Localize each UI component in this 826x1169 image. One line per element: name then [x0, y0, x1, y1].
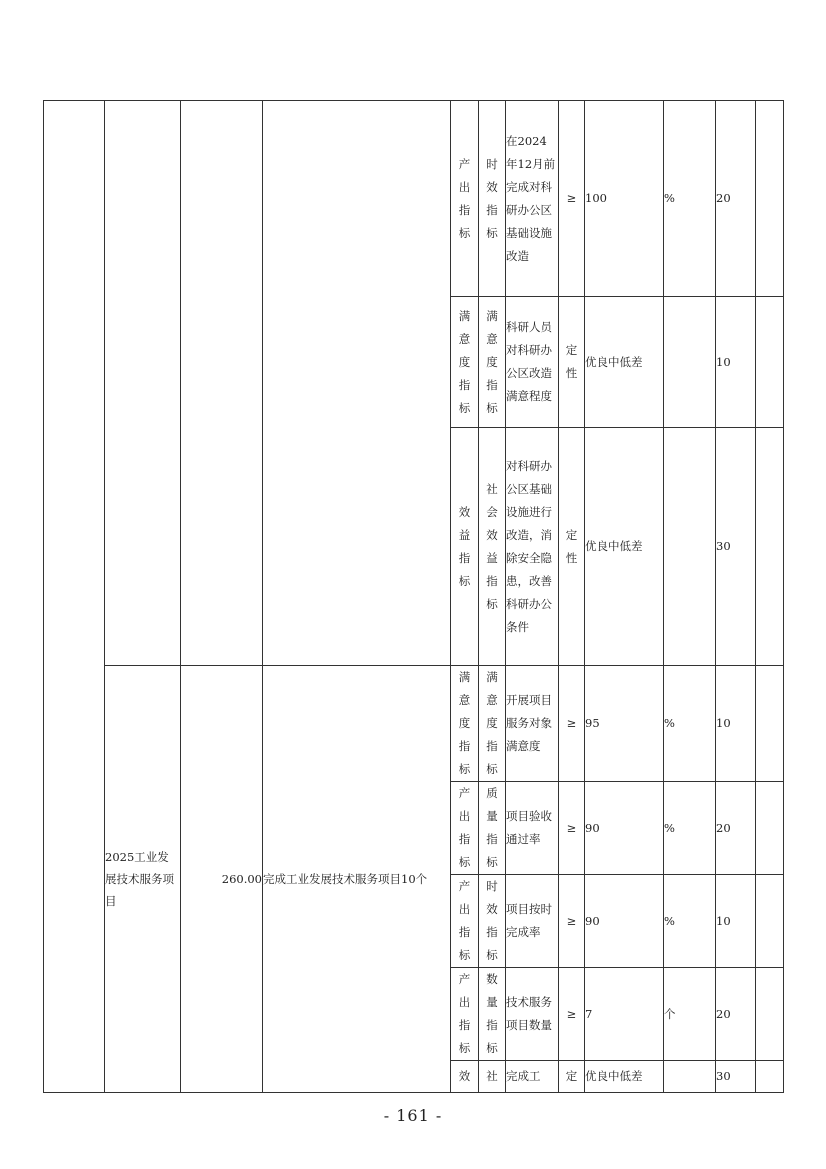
score-cell: 10 — [716, 666, 756, 782]
table-row — [44, 666, 784, 782]
level2-indicator-cell: 数量指标 — [479, 968, 506, 1061]
unit-cell: % — [664, 875, 716, 968]
comparator-cell: ≥ — [559, 875, 585, 968]
score-cell: 20 — [716, 782, 756, 875]
remark-cell — [756, 428, 784, 666]
project-goal-cell — [263, 101, 451, 666]
level1-indicator-cell: 产出指标 — [451, 101, 479, 297]
unit-cell: 个 — [664, 968, 716, 1061]
comparator-cell: ≥ — [559, 782, 585, 875]
project-name-cell: 2025工业发展技术服务项目 — [105, 666, 181, 1093]
target-value-cell: 100 — [585, 101, 664, 297]
score-cell: 30 — [716, 428, 756, 666]
level3-indicator-cell: 科研人员对科研办公区改造满意程度 — [506, 297, 559, 428]
comparator-cell: 定 — [559, 1061, 585, 1093]
score-cell: 20 — [716, 101, 756, 297]
level2-indicator-cell: 时效指标 — [479, 875, 506, 968]
level1-indicator-cell: 产出指标 — [451, 782, 479, 875]
level1-indicator-cell: 效 — [451, 1061, 479, 1093]
unit-cell — [664, 428, 716, 666]
target-value-cell: 95 — [585, 666, 664, 782]
comparator-cell: 定性 — [559, 428, 585, 666]
unit-cell — [664, 1061, 716, 1093]
target-value-cell: 7 — [585, 968, 664, 1061]
target-value-cell: 90 — [585, 875, 664, 968]
remark-cell — [756, 968, 784, 1061]
performance-table — [43, 100, 784, 1093]
score-cell: 10 — [716, 297, 756, 428]
project-amount-cell — [181, 101, 263, 666]
level2-indicator-cell: 社 — [479, 1061, 506, 1093]
unit-cell — [664, 297, 716, 428]
unit-cell: % — [664, 666, 716, 782]
level3-indicator-cell: 完成工 — [506, 1061, 559, 1093]
target-value-cell: 90 — [585, 782, 664, 875]
comparator-cell: 定性 — [559, 297, 585, 428]
remark-cell — [756, 875, 784, 968]
target-value-cell: 优良中低差 — [585, 297, 664, 428]
level2-indicator-cell: 质量指标 — [479, 782, 506, 875]
project-goal-cell: 完成工业发展技术服务项目10个 — [263, 666, 451, 1093]
level3-indicator-cell: 技术服务项目数量 — [506, 968, 559, 1061]
level2-indicator-cell: 满意度指标 — [479, 297, 506, 428]
department-cell — [44, 101, 105, 1093]
project-name-cell — [105, 101, 181, 666]
remark-cell — [756, 1061, 784, 1093]
level1-indicator-cell: 满意度指标 — [451, 297, 479, 428]
level1-indicator-cell: 满意度指标 — [451, 666, 479, 782]
comparator-cell: ≥ — [559, 666, 585, 782]
table-row — [44, 101, 784, 297]
remark-cell — [756, 666, 784, 782]
level1-indicator-cell: 效益指标 — [451, 428, 479, 666]
level2-indicator-cell: 社会效益指标 — [479, 428, 506, 666]
target-value-cell: 优良中低差 — [585, 428, 664, 666]
level3-indicator-cell: 项目按时完成率 — [506, 875, 559, 968]
level1-indicator-cell: 产出指标 — [451, 968, 479, 1061]
level3-indicator-cell: 对科研办公区基础设施进行改造，消除安全隐患，改善科研办公条件 — [506, 428, 559, 666]
level3-indicator-cell: 项目验收通过率 — [506, 782, 559, 875]
remark-cell — [756, 782, 784, 875]
score-cell: 30 — [716, 1061, 756, 1093]
level3-indicator-cell: 开展项目服务对象满意度 — [506, 666, 559, 782]
remark-cell — [756, 101, 784, 297]
comparator-cell: ≥ — [559, 101, 585, 297]
score-cell: 10 — [716, 875, 756, 968]
target-value-cell: 优良中低差 — [585, 1061, 664, 1093]
project-amount-cell: 260.00 — [181, 666, 263, 1093]
score-cell: 20 — [716, 968, 756, 1061]
level3-indicator-cell: 在2024年12月前完成对科研办公区基础设施改造 — [506, 101, 559, 297]
level1-indicator-cell: 产出指标 — [451, 875, 479, 968]
unit-cell: % — [664, 782, 716, 875]
page-number: - 161 - — [383, 1106, 443, 1125]
comparator-cell: ≥ — [559, 968, 585, 1061]
level2-indicator-cell: 时效指标 — [479, 101, 506, 297]
remark-cell — [756, 297, 784, 428]
level2-indicator-cell: 满意度指标 — [479, 666, 506, 782]
unit-cell: % — [664, 101, 716, 297]
